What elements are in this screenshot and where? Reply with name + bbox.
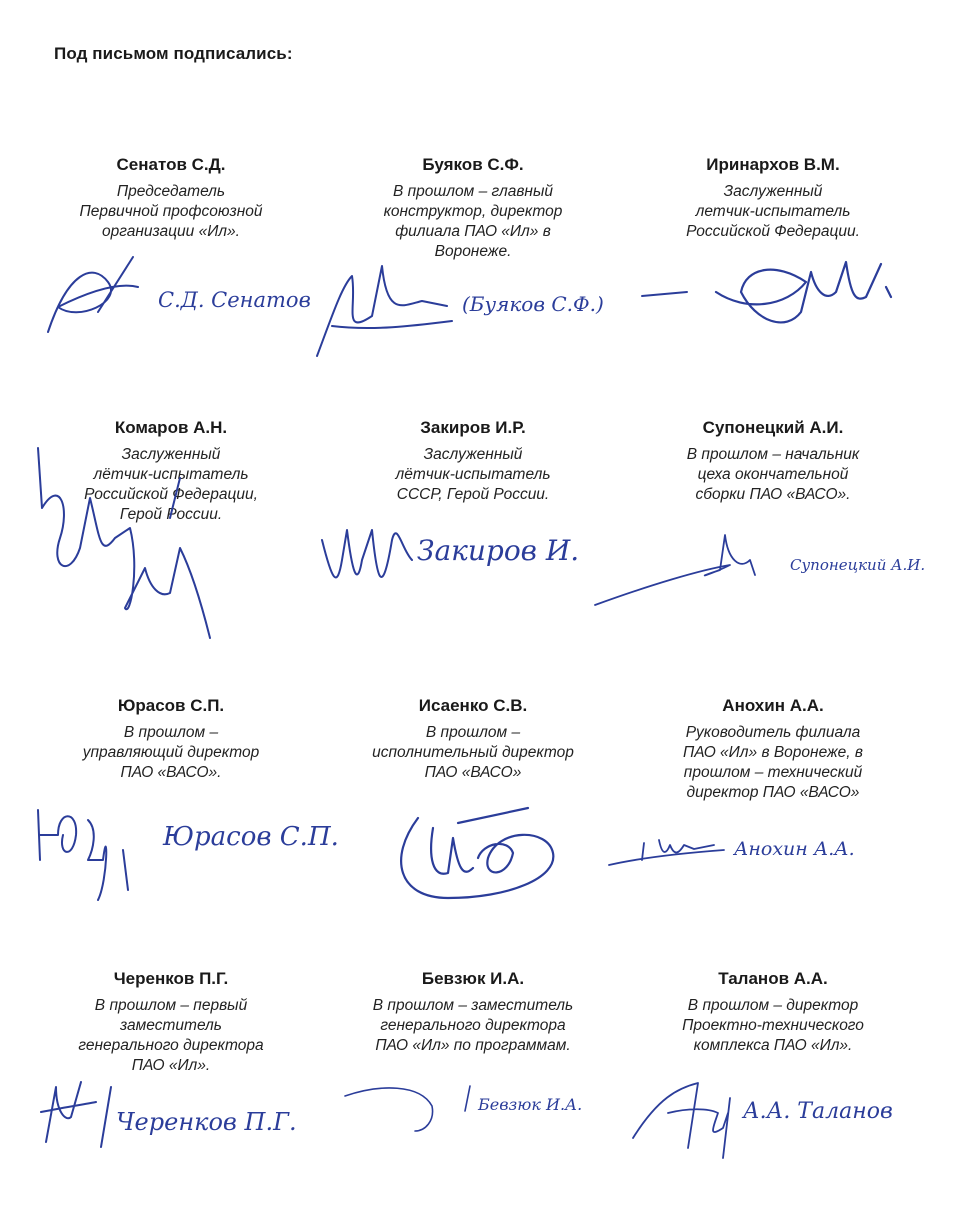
signatory-role: Заслуженный летчик-испытатель Российской Федерации. bbox=[686, 183, 860, 240]
signatory-role: Председатель Первичной профсоюзной организации «Ил». bbox=[79, 183, 263, 240]
signatory-yurasov bbox=[16, 695, 326, 783]
signatory-name: Юрасов С.П. bbox=[117, 696, 225, 715]
signature-suponetsky bbox=[590, 530, 930, 615]
svg-text:Бевзюк И.А.: Бевзюк И.А. bbox=[478, 1095, 583, 1114]
svg-text:Закиров И.: Закиров И. bbox=[417, 534, 580, 567]
svg-text:С.Д. Сенатов: С.Д. Сенатов bbox=[158, 288, 311, 312]
signatory-irinarkhov bbox=[618, 154, 928, 242]
signatory-name: Таланов А.А. bbox=[718, 969, 828, 988]
signature-cherenkov bbox=[36, 1072, 326, 1152]
page-heading: Под письмом подписались: bbox=[54, 44, 293, 63]
signature-bevzyuk bbox=[340, 1076, 620, 1136]
svg-text:Анохин А.А.: Анохин А.А. bbox=[734, 838, 855, 860]
signatory-role: Руководитель филиала ПАО «Ил» в Воронеже, в прошлом – технический директор ПАО «ВАСО» bbox=[683, 724, 863, 801]
signatory-name: Комаров А.Н. bbox=[114, 418, 228, 437]
signatory-suponetsky bbox=[618, 417, 928, 505]
svg-text:А.А. Таланов: А.А. Таланов bbox=[743, 1099, 893, 1124]
signatory-name: Супонецкий А.И. bbox=[702, 418, 844, 437]
signatory-anokhin bbox=[618, 695, 928, 803]
signatory-name: Черенков П.Г. bbox=[113, 969, 229, 988]
signature-yurasov bbox=[28, 790, 339, 910]
signatory-role: В прошлом – первый заместитель генерального директора ПАО «Ил». bbox=[78, 997, 264, 1074]
signature-buyakov bbox=[312, 256, 692, 366]
signature-isaenko bbox=[388, 798, 568, 908]
signatory-role: Заслуженный лётчик-испытатель Российской Федерации, Герой России. bbox=[84, 446, 258, 523]
signatory-name: Исаенко С.В. bbox=[418, 696, 528, 715]
signatory-zakirov bbox=[318, 417, 628, 505]
signatory-name: Бевзюк И.А. bbox=[421, 969, 525, 988]
signature-irinarkhov bbox=[706, 252, 906, 342]
signature-senatov bbox=[38, 252, 311, 352]
signatory-name: Закиров И.Р. bbox=[420, 418, 526, 437]
signatory-name: Сенатов С.Д. bbox=[116, 155, 226, 174]
signatory-role: В прошлом – главный конструктор, директор филиала ПАО «Ил» в Воронеже. bbox=[383, 183, 563, 260]
svg-text:Юрасов С.П.: Юрасов С.П. bbox=[163, 822, 339, 852]
signatory-isaenko bbox=[318, 695, 628, 783]
svg-text:(Буяков С.Ф.): (Буяков С.Ф.) bbox=[462, 292, 604, 316]
signatory-name: Буяков С.Ф. bbox=[422, 155, 524, 174]
signatory-role: В прошлом – управляющий директор ПАО «ВАСО». bbox=[82, 724, 260, 781]
signatory-bevzyuk bbox=[318, 968, 628, 1056]
svg-text:Супонецкий А.И.: Супонецкий А.И. bbox=[790, 556, 926, 574]
signatory-role: В прошлом – директор Проектно-технического комплекса ПАО «Ил». bbox=[682, 997, 864, 1054]
signature-talanov bbox=[628, 1068, 928, 1168]
signature-anokhin bbox=[604, 825, 944, 875]
signatory-role: В прошлом – исполнительный директор ПАО «ВАСО» bbox=[372, 724, 574, 781]
signature-komarov bbox=[30, 438, 230, 648]
signatory-role: В прошлом – начальник цеха окончательной сборки ПАО «ВАСО». bbox=[686, 446, 860, 503]
svg-text:Черенков П.Г.: Черенков П.Г. bbox=[116, 1108, 297, 1136]
signatory-name: Анохин А.А. bbox=[722, 696, 824, 715]
signatory-role: В прошлом – заместитель генерального директора ПАО «Ил» по программам. bbox=[372, 997, 574, 1054]
signatory-senatov bbox=[16, 154, 326, 242]
signatory-name: Иринархов В.М. bbox=[706, 155, 840, 174]
signatory-role: Заслуженный лётчик-испытатель СССР, Герой России. bbox=[395, 446, 551, 503]
signatory-buyakov bbox=[318, 154, 628, 262]
signatory-cherenkov bbox=[16, 968, 326, 1076]
signatory-talanov bbox=[618, 968, 928, 1056]
signature-zakirov bbox=[312, 500, 612, 610]
